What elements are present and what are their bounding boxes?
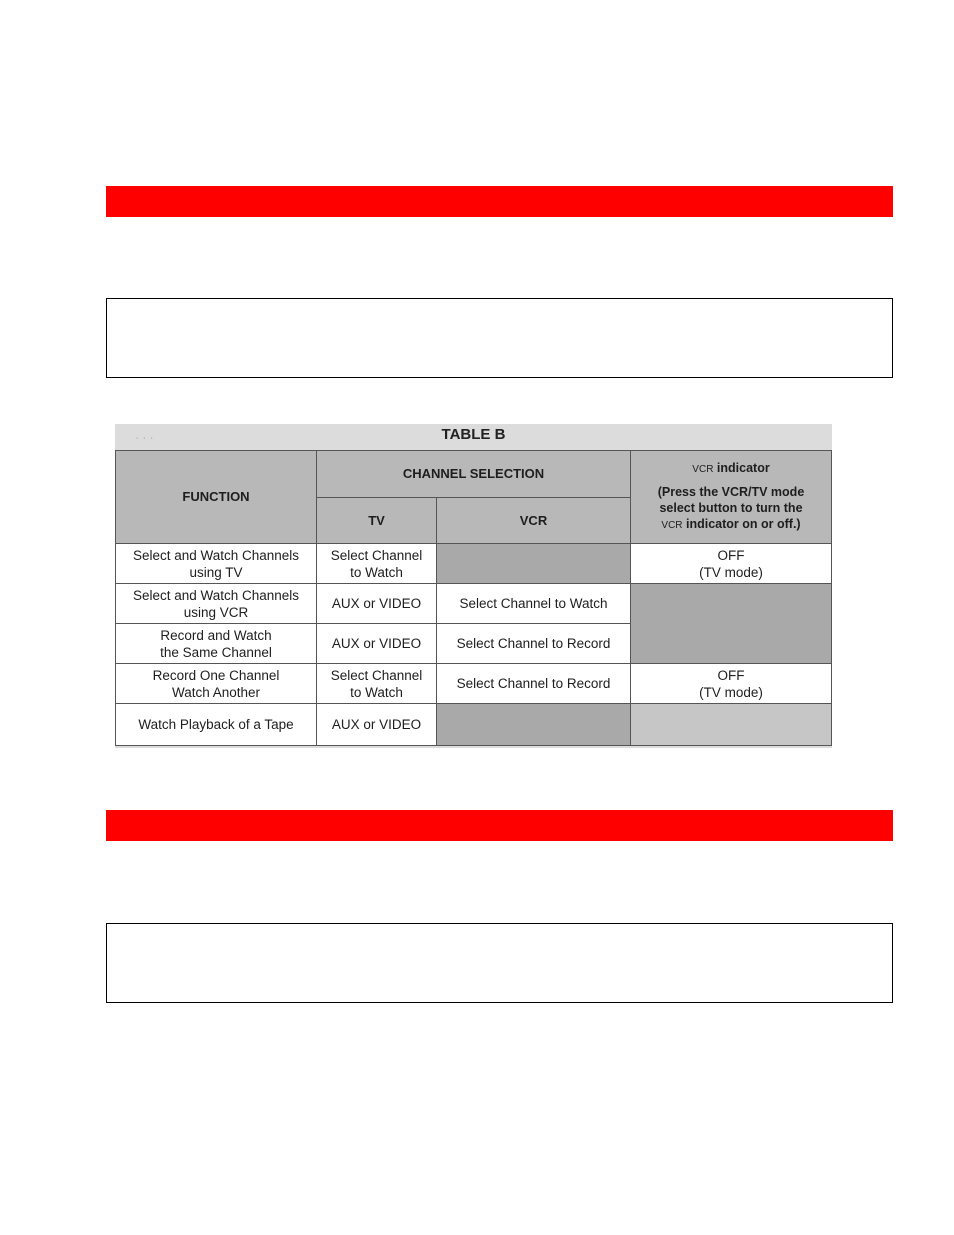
indicator-small-label: VCR (692, 464, 714, 475)
table-row-2-function (115, 583, 317, 624)
cell-text: (TV mode) (699, 684, 763, 700)
cell-text: the Same Channel (160, 644, 272, 660)
cell-text: Record One Channel (152, 667, 280, 683)
table-row-4-function (115, 663, 317, 704)
cell-text: Select Channel to Record (456, 676, 611, 691)
indicator-note-text: indicator on or off.) (686, 517, 801, 531)
section-header-bar-top (106, 186, 893, 217)
table-row-2-tv (316, 583, 437, 624)
cell-text: Select Channel to Watch (459, 596, 608, 611)
cell-text: Record and Watch (160, 627, 272, 643)
table-row-3-tv (316, 623, 437, 664)
header-tv (316, 497, 437, 544)
indicator-title: indicator (716, 461, 770, 475)
cell-text: to Watch (350, 684, 403, 700)
cell-text: AUX or VIDEO (331, 596, 422, 611)
indicator-note-3 (661, 516, 800, 534)
table-row-3-vcr (436, 623, 631, 664)
show-through: · · · (135, 432, 154, 446)
table-row-2-vcr (436, 583, 631, 624)
indicator-title-line (692, 460, 769, 478)
table-row-1-vcr (436, 543, 631, 584)
cell-text: using VCR (183, 604, 249, 620)
indicator-note-2: select button to turn the (659, 501, 803, 515)
table-title: TABLE B (441, 426, 506, 443)
header-function (115, 450, 317, 544)
cell-text: to Watch (350, 564, 403, 580)
table-row-5-vcr (436, 703, 631, 746)
cell-text: Select Channel to Record (456, 636, 611, 651)
table-row-2-indicator (630, 583, 832, 664)
header-vcr (436, 497, 631, 544)
cell-text: OFF (717, 667, 745, 683)
section-header-bar-bottom (106, 810, 893, 841)
indicator-note-small: VCR (661, 520, 683, 531)
header-channel-selection (316, 450, 631, 498)
cell-text: Select Channel (330, 547, 423, 563)
cell-text: Select Channel (330, 667, 423, 683)
cell-text: Select and Watch Channels (132, 587, 300, 603)
table-row-4-vcr (436, 663, 631, 704)
cell-text: Watch Playback of a Tape (138, 717, 294, 732)
table-row-1-indicator (630, 543, 832, 584)
header-vcr-indicator (630, 450, 832, 544)
cell-text: OFF (717, 547, 745, 563)
table-row-3-function (115, 623, 317, 664)
header-channel-selection-label: CHANNEL SELECTION (402, 466, 545, 481)
indicator-note-1: (Press the VCR/TV mode (657, 485, 805, 499)
note-box-top (106, 298, 893, 378)
table-row-5-tv (316, 703, 437, 746)
table-row-1-function (115, 543, 317, 584)
cell-text: AUX or VIDEO (331, 636, 422, 651)
table-row-5-function (115, 703, 317, 746)
table-row-5-indicator (630, 703, 832, 746)
table-row-4-tv (316, 663, 437, 704)
cell-text: Select and Watch Channels (132, 547, 300, 563)
header-tv-label: TV (368, 512, 385, 528)
table-b-scan (115, 424, 832, 748)
cell-text: Watch Another (171, 684, 261, 700)
header-function-label: FUNCTION (182, 489, 250, 504)
cell-text: using TV (189, 564, 243, 580)
cell-text: AUX or VIDEO (331, 717, 422, 732)
table-row-1-tv (316, 543, 437, 584)
function-table (115, 450, 832, 746)
header-vcr-label: VCR (519, 512, 548, 528)
note-box-bottom (106, 923, 893, 1003)
table-row-4-indicator (630, 663, 832, 704)
cell-text: (TV mode) (699, 564, 763, 580)
